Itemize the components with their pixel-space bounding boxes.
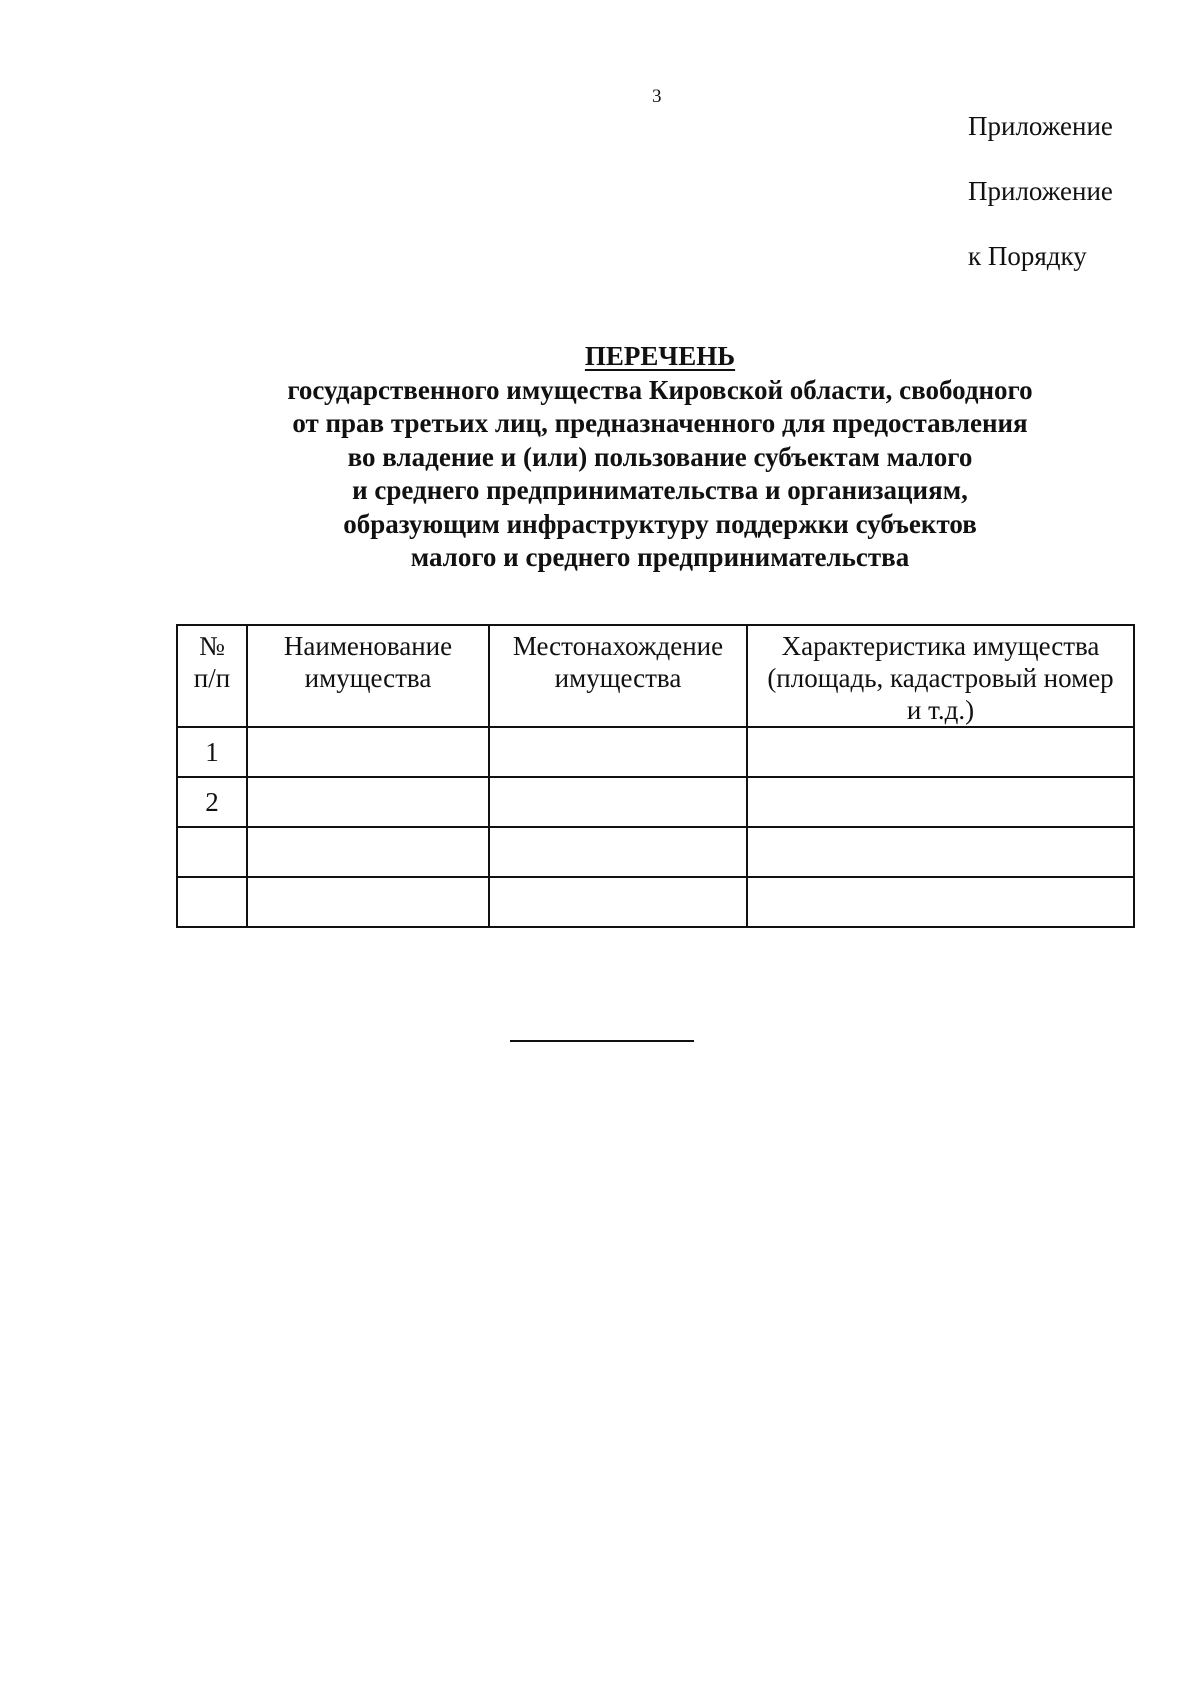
table-cell-name	[247, 727, 489, 777]
table-cell-number: 1	[177, 727, 247, 777]
appendix-label: Приложение	[968, 111, 1113, 141]
header-text: и т.д.)	[906, 695, 975, 725]
header-text: п/п	[193, 663, 231, 693]
table-header-row	[177, 625, 1134, 727]
document-title	[200, 340, 1120, 575]
table-row	[177, 877, 1134, 927]
appendix-reference: к Порядку	[968, 241, 1087, 271]
header-text: имущества	[304, 663, 432, 693]
table-cell-location	[489, 727, 747, 777]
table-cell-number: 2	[177, 777, 247, 827]
appendix-label-repeat: Приложение	[968, 176, 1113, 206]
table-cell-name	[247, 777, 489, 827]
header-name	[247, 625, 489, 727]
header-text: (площадь, кадастровый номер	[767, 663, 1114, 693]
table-cell-characteristics	[747, 877, 1134, 927]
table-cell-name	[247, 877, 489, 927]
title-line: и среднего предпринимательства и организациям,	[352, 475, 968, 505]
header-text: №	[199, 631, 225, 661]
title-heading: ПЕРЕЧЕНЬ	[584, 341, 736, 371]
header-text: имущества	[554, 663, 682, 693]
property-table	[176, 624, 1135, 928]
table-row	[177, 727, 1134, 777]
table-cell-name	[247, 827, 489, 877]
table-cell-characteristics	[747, 827, 1134, 877]
title-line: малого и среднего предпринимательства	[410, 542, 910, 572]
header-characteristics	[747, 625, 1134, 727]
table-cell-location	[489, 827, 747, 877]
table-cell-characteristics	[747, 727, 1134, 777]
header-text: Наименование	[283, 631, 453, 661]
title-line: образующим инфраструктуру поддержки субъектов	[343, 508, 977, 539]
title-line: от прав третьих лиц, предназначенного для предоставления	[292, 408, 1028, 438]
table-cell-characteristics	[747, 777, 1134, 827]
table-cell-number	[177, 827, 247, 877]
table-cell-location	[489, 777, 747, 827]
table-row	[177, 777, 1134, 827]
page-number: 3	[652, 86, 662, 107]
table-row	[177, 827, 1134, 877]
header-text: Характеристика имущества	[781, 631, 1100, 661]
header-location	[489, 625, 747, 727]
closing-divider	[510, 1040, 694, 1042]
header-text: Местонахождение	[512, 631, 724, 661]
table-cell-location	[489, 877, 747, 927]
title-line: во владение и (или) пользование субъектам малого	[347, 441, 973, 472]
header-number	[177, 625, 247, 727]
table-cell-number	[177, 877, 247, 927]
title-line: государственного имущества Кировской области, свободного	[287, 374, 1033, 405]
